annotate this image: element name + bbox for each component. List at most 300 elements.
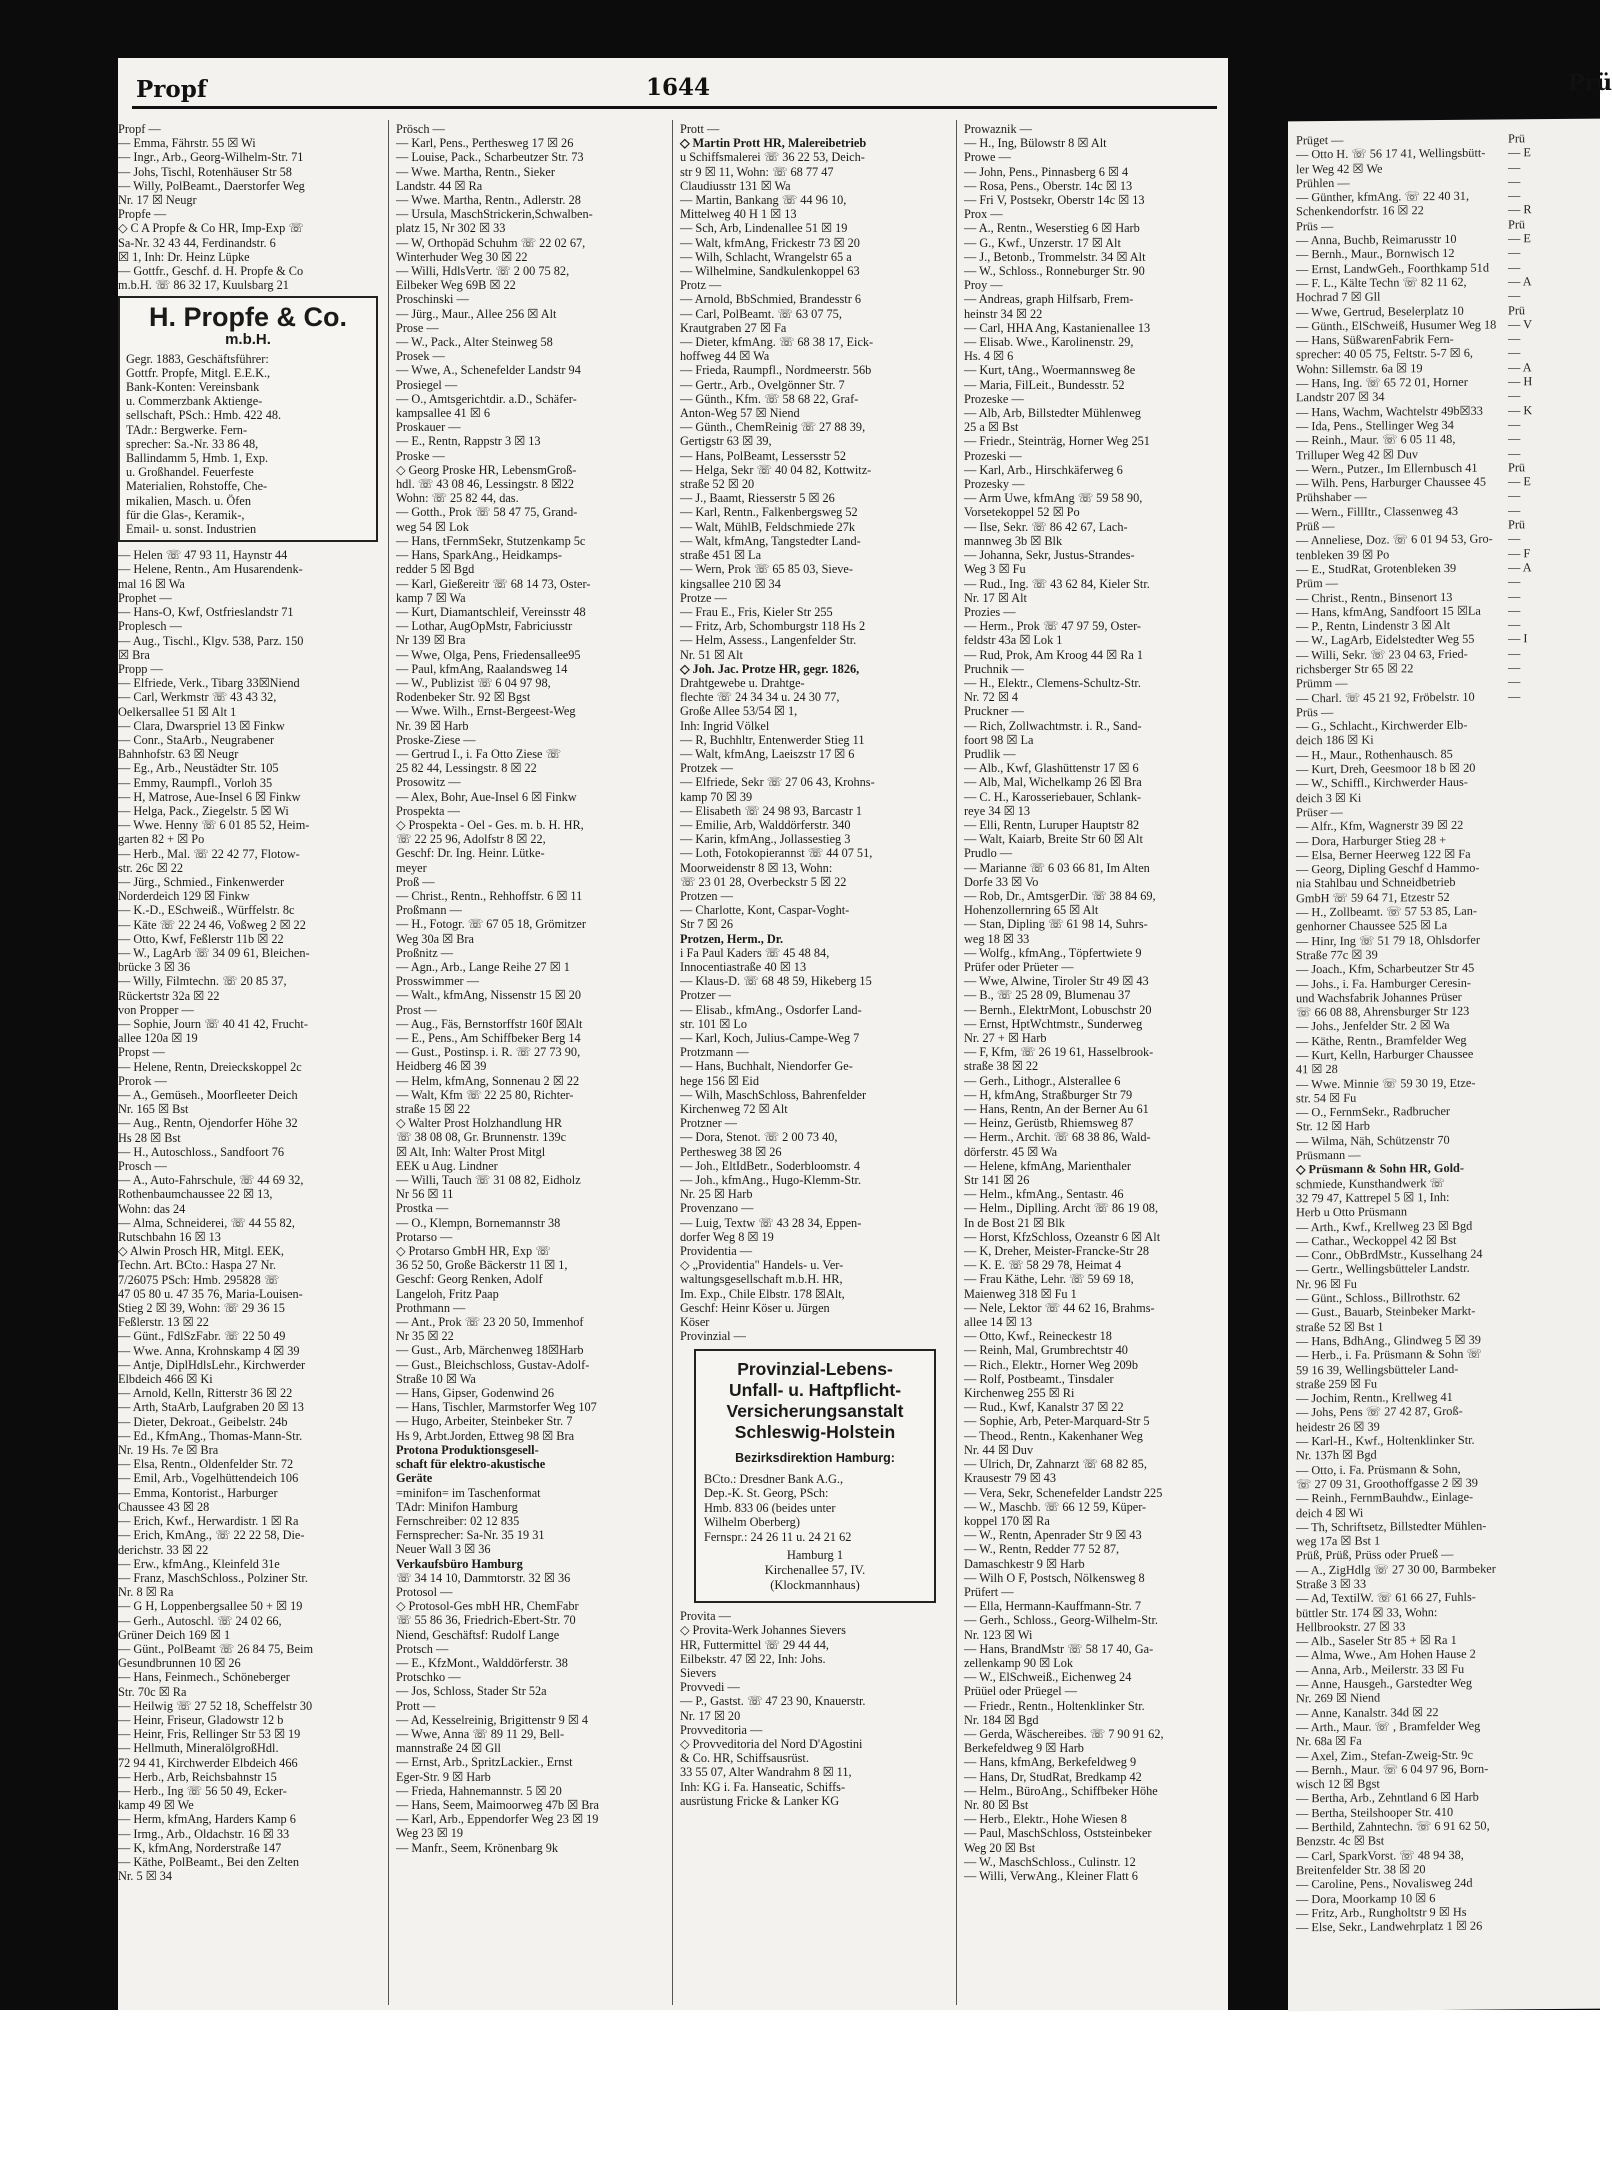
ad-line: (Klockmannhaus) (770, 1578, 860, 1593)
directory-entry: Protze — (680, 590, 727, 605)
directory-entry: i Fa Paul Kaders ☏ 45 48 84, (680, 945, 830, 960)
directory-entry: — Hans, Rentn, An der Berner Au 61 (964, 1102, 1149, 1117)
directory-entry: — Sophie, Journ ☏ 40 41 42, Frucht- (118, 1016, 308, 1031)
directory-entry: — Willy, Filmtechn. ☏ 20 85 37, (118, 974, 287, 989)
directory-entry: — Alb., Saseler Str 85 + ☒ Ra 1 (1296, 1633, 1457, 1649)
directory-entry: — Dieter, Dekroat., Geibelstr. 24b (118, 1414, 288, 1429)
directory-entry: — Helm., kfmAng., Sentastr. 46 (964, 1187, 1124, 1202)
directory-entry: — Johs., i. Fa. Hamburger Ceresin- (1296, 975, 1471, 991)
directory-entry: ◇ Provveditoria del Nord D'Agostini (680, 1737, 863, 1751)
directory-entry: — Sch, Arb, Lindenallee 51 ☒ 19 (680, 221, 848, 236)
directory-entry: ◇ Martin Prott HR, Malereibetrieb (680, 136, 867, 151)
directory-entry: — Sophie, Arb, Peter-Marquard-Str 5 (964, 1414, 1150, 1429)
directory-entry: — Hans, Buchhalt, Niendorfer Ge- (680, 1059, 853, 1074)
directory-entry: — Else, Sekr., Landwehrplatz 1 ☒ 26 (1296, 1918, 1483, 1935)
directory-entry: Protzer — (680, 988, 731, 1003)
directory-entry: — Kurt, Diamantschleif, Vereinsstr 48 (396, 604, 586, 619)
directory-entry: Inh: KG i. Fa. Hanseatic, Schiffs- (680, 1779, 846, 1794)
directory-entry: Prüß, Prüß, Prüss oder Prueß — (1296, 1547, 1454, 1563)
directory-entry: Str 141 ☒ 26 (964, 1173, 1030, 1188)
directory-entry: straße 52 ☒ Bst 1 (1296, 1319, 1384, 1334)
directory-entry: Eilbeker Weg 69B ☒ 22 (396, 278, 516, 293)
directory-entry: — Erich, KmAng., ☏ 22 22 58, Die- (118, 1528, 305, 1543)
directory-entry: — Ernst, LandwGeh., Foorthkamp 51d (1296, 260, 1489, 276)
directory-entry: Protzner — (680, 1116, 738, 1131)
directory-entry: meyer (396, 860, 427, 875)
directory-entry: — W., Publizist ☏ 6 04 97 98, (396, 675, 551, 690)
directory-entry: — Herb., Arb, Reichsbahnstr 15 (118, 1769, 277, 1784)
directory-entry: — G., Schlacht., Kirchwerder Elb- (1296, 717, 1468, 734)
directory-entry: kingsallee 210 ☒ 34 (680, 576, 781, 591)
directory-entry: — Karl, Arb., Eppendorfer Weg 23 ☒ 19 (396, 1812, 599, 1827)
directory-entry: Prozesky — (964, 477, 1025, 492)
directory-entry: — Wern., Putzer., Im Ellernbusch 41 (1296, 460, 1478, 477)
directory-entry: Nr 139 ☒ Bra (396, 633, 466, 648)
directory-entry: — P., Rentn, Lindenstr 3 ☒ Alt (1296, 618, 1451, 634)
directory-entry: — Christ., Rentn., Binsenort 13 (1296, 589, 1453, 605)
directory-entry: Prü (1508, 460, 1526, 475)
directory-entry: — Andreas, graph Hilfsarb, Frem- (964, 292, 1134, 307)
directory-entry: — Hans, kfmAng, Sandfoort 15 ☒La (1296, 603, 1481, 620)
directory-entry: — O., FernmSekr., Radbrucher (1296, 1104, 1451, 1120)
directory-entry: — Ida, Pens., Stellinger Weg 34 (1296, 417, 1454, 434)
directory-entry: allee 14 ☒ 13 (964, 1315, 1033, 1330)
directory-entry: — Gerh., Schloss., Georg-Wilhelm-Str. (964, 1613, 1158, 1628)
directory-entry: ☏ 66 08 88, Ahrensburger Str 123 (1296, 1003, 1470, 1020)
directory-entry: — Arnold, BbSchmied, Brandesstr 6 (680, 292, 862, 307)
directory-entry: Protona Produktionsgesell- (396, 1442, 539, 1457)
directory-entry: — Dora, Stenot. ☏ 2 00 73 40, (680, 1130, 838, 1145)
directory-entry: — Helga, Sekr ☏ 40 04 82, Kottwitz- (680, 462, 872, 477)
directory-entry: — Conr., ObBrdMstr., Kusselhang 24 (1296, 1246, 1483, 1263)
directory-entry: — (1508, 188, 1521, 203)
directory-entry: — Gust., Arb, Märchenweg 18☒Harb (396, 1343, 584, 1358)
directory-entry: — Arth., Maur. ☏ , Bramfelder Weg (1296, 1718, 1481, 1735)
directory-entry: Wohn: ☏ 25 82 44, das. (396, 491, 519, 506)
directory-entry: deich 4 ☒ Wi (1296, 1505, 1364, 1520)
directory-entry: — Günt., PolBeamt ☏ 26 84 75, Beim (118, 1641, 314, 1656)
directory-entry: sprecher: 40 05 75, Feltstr. 5-7 ☒ 6, (1296, 346, 1474, 362)
directory-entry: — Bertha, Steilshooper Str. 410 (1296, 1804, 1454, 1821)
directory-entry: Perthesweg 38 ☒ 26 (680, 1144, 782, 1159)
directory-entry: — Fri V, Postsekr, Oberstr 14c ☒ 13 (964, 193, 1145, 208)
directory-entry: — Irmg., Arb., Oldachstr. 16 ☒ 33 (118, 1826, 290, 1841)
directory-entry: — Johanna, Sekr, Justus-Strandes- (964, 548, 1135, 563)
directory-entry: — Aug., Fäs, Bernstorffstr 160f ☒Alt (396, 1016, 583, 1031)
directory-entry: — Otto, Kwf, Feßlerstr 11b ☒ 22 (118, 931, 284, 946)
ad-line: u. Commerzbank Aktienge- (126, 394, 263, 409)
directory-entry: Nr. 137h ☒ Bgd (1296, 1447, 1377, 1463)
directory-entry: — Aug., Tischl., Klgv. 538, Parz. 150 (118, 633, 304, 648)
directory-entry: — Joh., kfmAng., Hugo-Klemm-Str. (680, 1173, 862, 1188)
directory-entry: hoffweg 44 ☒ Wa (680, 349, 770, 364)
directory-entry: — Willi, HdlsVertr. ☏ 2 00 75 82, (396, 264, 570, 279)
directory-entry: — Arth., Kwf., Krellweg 23 ☒ Bgd (1296, 1218, 1473, 1234)
directory-entry: — Maria, FilLeit., Bundesstr. 52 (964, 377, 1125, 392)
directory-entry: Inh: Ingrid Völkel (680, 718, 770, 733)
directory-entry: — Bernh., ElektrMont, Lobuschstr 20 (964, 1002, 1152, 1017)
directory-entry: Rothenbaumchaussee 22 ☒ 13, (118, 1187, 273, 1202)
directory-entry: — Reinh, Mal, Grumbrechtstr 40 (964, 1343, 1128, 1358)
directory-entry: — W., Schiffl., Kirchwerder Haus- (1296, 775, 1468, 791)
directory-entry: — Carl, SparkVorst. ☏ 48 94 38, (1296, 1847, 1464, 1863)
directory-entry: — Rob, Dr., AmtsgerDir. ☏ 38 84 69, (964, 888, 1156, 903)
directory-entry: — Conr., StaArb., Neugrabener (118, 732, 275, 747)
directory-entry: — Wwe. Wilh., Ernst-Bergeest-Weg (396, 704, 576, 719)
directory-entry: str. 54 ☒ Fu (1296, 1090, 1357, 1106)
directory-entry: — R, Buchhltr, Entenwerder Stieg 11 (680, 732, 865, 747)
directory-entry: — E., StudRat, Grotenbleken 39 (1296, 560, 1457, 577)
directory-entry: Nr. 17 ☒ 20 (680, 1708, 741, 1723)
directory-entry: — Manfr., Seem, Krönenbarg 9k (396, 1840, 558, 1855)
directory-entry: ◇ Walter Prost Holzhandlung HR (396, 1116, 563, 1131)
directory-entry: Prüs — (1296, 704, 1334, 720)
directory-entry: — Johs, Tischl, Rotenhäuser Str 58 (118, 164, 292, 179)
directory-entry: Nr. 72 ☒ 4 (964, 690, 1019, 705)
directory-entry: kamp 7 ☒ Wa (396, 590, 466, 605)
directory-entry: — Wwe. Anna, Krohnskamp 4 ☒ 39 (118, 1343, 300, 1358)
directory-entry: Langeloh, Fritz Paap (396, 1286, 499, 1301)
directory-entry: — Emma, Fährstr. 55 ☒ Wi (118, 136, 256, 151)
directory-entry: Fernsprecher: Sa-Nr. 35 19 31 (396, 1528, 545, 1543)
directory-entry: — Wilh. Pens, Harburger Chaussee 45 (1296, 474, 1486, 491)
directory-entry: Provvedi — (680, 1680, 740, 1695)
directory-entry: Nr. 51 ☒ Alt (680, 647, 743, 662)
directory-entry: Große Allee 53/54 ☒ 1, (680, 704, 798, 719)
directory-entry: — Hans, Ing. ☏ 65 72 01, Horner (1296, 374, 1468, 391)
directory-entry: — Clara, Dwarspriel 13 ☒ Finkw (118, 718, 285, 733)
ad-office: Bezirksdirektion Hamburg: (735, 1451, 895, 1466)
directory-entry: — H., Maur., Rothenhausch. 85 (1296, 746, 1453, 763)
advertisement-provinzial (694, 1349, 936, 1603)
directory-entry: Prösch — (396, 122, 445, 136)
directory-entry: — Wilma, Näh, Schützenstr 70 (1296, 1132, 1450, 1149)
directory-entry: — Martin, Bankang ☏ 44 96 10, (680, 193, 847, 208)
directory-entry: Nr. 165 ☒ Bst (118, 1102, 189, 1117)
directory-entry: genhorner Chaussee 525 ☒ La (1296, 918, 1448, 934)
directory-entry: Neuer Wall 3 ☒ 36 (396, 1542, 491, 1557)
directory-entry: — Günt., Schloss., Billrothstr. 62 (1296, 1289, 1461, 1306)
directory-entry: — Günther, kfmAng. ☏ 22 40 31, (1296, 188, 1470, 205)
directory-entry: — Ad, Kesselreinig, Brigittenstr 9 ☒ 4 (396, 1712, 589, 1727)
directory-entry: Prümm — (1296, 676, 1348, 691)
directory-entry: — Hans, Feinmech., Schöneberger (118, 1670, 290, 1685)
directory-entry: Proske — (396, 448, 445, 463)
directory-entry: — Elsa, Berner Heerweg 122 ☒ Fa (1296, 846, 1471, 863)
directory-entry: — Loth, Fotokopierannst ☏ 44 07 51, (680, 846, 873, 861)
directory-entry: — Carl, Werkmstr ☏ 43 43 32, (118, 690, 277, 705)
directory-entry: — Dora, Moorkamp 10 ☒ 6 (1296, 1890, 1436, 1906)
directory-entry: — Antje, DiplHdlsLehr., Kirchwerder (118, 1357, 306, 1372)
directory-entry: — Th, Schriftsetz, Billstedter Mühlen- (1296, 1518, 1487, 1535)
directory-entry: — Kurt, Kelln, Harburger Chaussee (1296, 1046, 1474, 1063)
directory-entry: — Hans-O, Kwf, Ostfrieslandstr 71 (118, 605, 294, 620)
directory-entry: — Herm., Archit. ☏ 68 38 86, Wald- (964, 1130, 1151, 1145)
directory-entry: — Wilh, MaschSchloss, Bahrenfelder (680, 1087, 867, 1102)
directory-entry: — (1508, 646, 1521, 661)
ad-line: u. Großhandel. Feuerfeste (126, 465, 254, 480)
ad-line: Email- u. sonst. Industrien (126, 522, 257, 537)
directory-entry: ◇ Joh. Jac. Protze HR, gegr. 1826, (680, 661, 860, 676)
ad-line: Dep.-K. St. Georg, PSch: (704, 1486, 829, 1501)
directory-entry: — Agn., Arb., Lange Reihe 27 ☒ 1 (396, 959, 570, 974)
ad-line: sprecher: Sa.-Nr. 33 86 48, (126, 436, 259, 451)
directory-entry: flechte ☏ 24 34 34 u. 24 30 77, (680, 690, 840, 705)
directory-entry: — Georg, Dipling Geschf d Hammo- (1296, 860, 1480, 877)
directory-entry: Prosswimmer — (396, 974, 480, 989)
ad-line: Kirchenallee 57, IV. (764, 1563, 866, 1578)
directory-entry: Elbdeich 466 ☒ Ki (118, 1372, 213, 1387)
directory-entry: — W., LagArb, Eidelstedter Weg 55 (1296, 632, 1475, 648)
directory-entry: HR, Futtermittel ☏ 29 44 44, (680, 1637, 829, 1652)
directory-entry: — A., Rentn., Weserstieg 6 ☒ Harb (964, 221, 1140, 236)
directory-entry: Prüm — (1296, 576, 1339, 591)
directory-entry: — Dieter, kfmAng. ☏ 68 38 17, Eick- (680, 335, 874, 350)
directory-entry: — Joh., EltIdBetr., Soderbloomstr. 4 (680, 1158, 861, 1173)
directory-entry: mannweg 3b ☒ Blk (964, 533, 1063, 548)
entry-list (680, 1609, 950, 1808)
directory-entry: — Friedr., Rentn., Holtenklinker Str. (964, 1698, 1145, 1713)
directory-entry: — K, kfmAng, Norderstraße 147 (118, 1840, 282, 1855)
directory-entry: ◇ Protarso GmbH HR, Exp ☏ (396, 1244, 551, 1259)
directory-entry: Prospekta — (396, 803, 460, 818)
directory-entry: — Emma, Kontorist., Harburger (118, 1485, 278, 1500)
directory-entry: str 9 ☒ 11, Wohn: ☏ 68 77 47 (680, 164, 834, 179)
directory-entry: EEK u Aug. Lindner (396, 1158, 498, 1173)
directory-entry: ☏ 23 01 28, Overbeckstr 5 ☒ 22 (680, 874, 847, 889)
directory-entry: — W., Rentn, Redder 77 52 87, (964, 1542, 1120, 1557)
directory-entry: — Vera, Sekr, Schenefelder Landstr 225 (964, 1485, 1163, 1500)
column-4 (964, 122, 1226, 1883)
directory-entry: Prox — (964, 207, 1003, 222)
directory-entry: — G H, Loppenbergsallee 50 + ☒ 19 (118, 1599, 303, 1614)
directory-entry: richsberger Str 65 ☒ 22 (1296, 661, 1414, 677)
directory-entry: — Günth., ChemReinig ☏ 27 88 39, (680, 420, 866, 435)
ad-line: BCto.: Dresdner Bank A.G., (704, 1471, 844, 1486)
directory-entry: Weg 20 ☒ Bst (964, 1840, 1036, 1855)
directory-entry: Sievers (680, 1665, 717, 1680)
directory-entry: dörferstr. 45 ☒ Wa (964, 1144, 1058, 1159)
directory-entry: straße 259 ☒ Fu (1296, 1376, 1378, 1392)
directory-entry: ◇ Prospekta - Oel - Ges. m. b. H. HR, (396, 817, 584, 832)
directory-entry: — (1508, 674, 1521, 689)
directory-entry: 72 94 41, Kirchwerder Elbdeich 466 (118, 1755, 298, 1770)
directory-entry: Protzmann — (680, 1045, 749, 1060)
directory-entry: — (1508, 603, 1521, 618)
directory-entry: — (1508, 688, 1521, 704)
directory-entry: von Propper — (118, 1002, 194, 1017)
directory-entry: Moorweidenstr 8 ☒ 13, Wohn: (680, 860, 833, 875)
directory-entry: — Anne, Hausgeh., Garstedter Weg (1296, 1675, 1473, 1692)
directory-entry: — G., Kwf., Unzerstr. 17 ☒ Alt (964, 235, 1121, 250)
directory-entry: — Ant., Prok ☏ 23 20 50, Immenhof (396, 1315, 584, 1330)
directory-entry: Protzen, Herm., Dr. (680, 931, 784, 946)
directory-entry: — Wwe. Martha, Rentn., Sieker (396, 164, 555, 179)
directory-entry: — Jochim, Rentn., Krellweg 41 (1296, 1390, 1453, 1406)
ad-line: sellschaft, PSch.: Hmb. 422 48. (126, 408, 282, 423)
directory-entry: Nr. 17 ☒ Alt (964, 590, 1027, 605)
directory-entry: — A., ZigHdlg ☏ 27 30 00, Barmbeker (1296, 1561, 1496, 1577)
directory-entry: — E., Pens., Am Schiffbeker Berg 14 (396, 1031, 581, 1045)
directory-entry: — Wern., FillItr., Classenweg 43 (1296, 503, 1459, 520)
directory-entry: — (1508, 288, 1521, 303)
directory-entry: weg 17a ☒ Bst 1 (1296, 1533, 1381, 1549)
directory-entry: Kirchenweg 72 ☒ Alt (680, 1102, 788, 1117)
directory-entry: — Frau E., Fris, Kieler Str 255 (680, 604, 833, 619)
directory-entry: heinstr 34 ☒ 22 (964, 306, 1043, 321)
directory-entry: Proy — (964, 278, 1003, 293)
directory-entry: Proplesch — (118, 619, 182, 634)
ad-line: Gottfr. Propfe, Mitgl. E.E.K., (126, 365, 271, 380)
directory-entry: Geräte (396, 1471, 433, 1486)
directory-entry: — (1508, 445, 1521, 460)
directory-entry: — (1508, 660, 1521, 675)
directory-entry: Bahnhofstr. 63 ☒ Neugr (118, 747, 239, 762)
page-number: 1644 (646, 74, 711, 101)
directory-entry: straße 451 ☒ La (680, 548, 762, 563)
directory-entry: — E., Rentn, Rappstr 3 ☒ 13 (396, 434, 541, 449)
directory-entry: Prudlik — (964, 746, 1016, 761)
directory-entry: — O., Amtsgerichtdir. a.D., Schäfer- (396, 391, 577, 406)
directory-entry: — (1508, 331, 1521, 346)
directory-entry: Propp — (118, 661, 163, 676)
directory-entry: — Wwe, A., Schenefelder Landstr 94 (396, 363, 581, 378)
directory-entry: — E (1508, 231, 1531, 246)
directory-entry: — (1508, 417, 1521, 432)
directory-entry: — Wwe. Minnie ☏ 59 30 19, Etze- (1296, 1075, 1476, 1091)
directory-entry: — Frieda, Raumpfl., Nordmeerstr. 56b (680, 363, 872, 378)
directory-entry: — Käte ☏ 22 24 46, Voßweg 2 ☒ 22 (118, 917, 306, 932)
directory-entry: Im. Exp., Chile Elbstr. 178 ☒Alt, (680, 1286, 845, 1301)
directory-entry: — Hans, BdhAng., Glindweg 5 ☒ 39 (1296, 1332, 1481, 1349)
directory-entry: — Gust., Postinsp. i. R. ☏ 27 73 90, (396, 1045, 581, 1060)
directory-entry: Benzstr. 4c ☒ Bst (1296, 1833, 1385, 1849)
directory-entry: Prozies — (964, 604, 1016, 619)
directory-entry: — Wwe, Anna ☏ 89 11 29, Bell- (396, 1726, 565, 1741)
directory-entry: — Frau Käthe, Lehr. ☏ 59 69 18, (964, 1272, 1134, 1287)
directory-entry: — V (1508, 317, 1533, 332)
directory-entry: — Fritz, Arb., Rungholtstr 9 ☒ Hs (1296, 1904, 1467, 1921)
ad-line: Unfall- u. Haftpflicht- (728, 1380, 902, 1401)
directory-entry: — Willi, Sekr. ☏ 23 04 63, Fried- (1296, 646, 1468, 662)
ad-line: Ballindamm 5, Hmb. 1, Exp. (126, 451, 269, 466)
directory-entry: Propfe — (118, 207, 167, 222)
directory-entry: 32 79 47, Kattrepel 5 ☒ 1, Inh: (1296, 1189, 1450, 1206)
right-page-head: Prü (1568, 70, 1612, 96)
directory-entry: — K.-D., ESchweiß., Würffelstr. 8c (118, 903, 295, 918)
directory-entry: Innocentiastraße 40 ☒ 13 (680, 959, 807, 974)
ad-line: Bank-Konten: Vereinsbank (126, 380, 260, 395)
directory-entry: — A (1508, 274, 1532, 289)
directory-entry: Berkefeldweg 9 ☒ Harb (964, 1741, 1084, 1756)
directory-entry: Prüß — (1296, 518, 1335, 534)
directory-entry: 33 55 07, Alter Wandrahm 8 ☒ 11, (680, 1765, 852, 1780)
directory-entry: — Rolf, Postbeamt., Tinsdaler (964, 1371, 1114, 1386)
directory-entry: Vorsetekoppel 52 ☒ Po (964, 505, 1080, 520)
directory-entry: weg 54 ☒ Lok (396, 519, 469, 534)
directory-entry: — K. E. ☏ 58 29 78, Heimat 4 (964, 1258, 1122, 1273)
directory-entry: — Hans, tFernmSekr, Stutzenkamp 5c (396, 533, 586, 548)
directory-entry: — Alb, Mal, Wichelkamp 26 ☒ Bra (964, 775, 1142, 790)
directory-entry: Drahtgewebe u. Drahtge- (680, 675, 805, 690)
directory-entry: — W., ElSchweiß., Eichenweg 24 (964, 1670, 1132, 1685)
ad-line: TAdr.: Bergwerke. Fern- (126, 422, 248, 437)
directory-entry: str. 101 ☒ Lo (680, 1016, 748, 1031)
directory-entry: — Walt, MühlB, Feldschmiede 27k (680, 519, 856, 534)
directory-entry: — Rud., Kwf, Kanalstr 37 ☒ 22 (964, 1400, 1124, 1415)
directory-entry: ◇ „Providentia" Handels- u. Ver- (680, 1258, 844, 1273)
directory-entry: Nr. 184 ☒ Bgd (964, 1712, 1039, 1727)
directory-entry: — (1508, 503, 1521, 518)
directory-entry: =minifon= im Taschenformat (396, 1485, 541, 1500)
directory-entry: ☒ Alt, Inh: Walter Prost Mitgl (396, 1144, 546, 1159)
directory-entry: Weg 23 ☒ 19 (396, 1826, 464, 1841)
directory-entry: — E (1508, 474, 1531, 489)
directory-entry: u Schiffsmalerei ☏ 36 22 53, Deich- (680, 150, 865, 165)
directory-entry: — Ella, Hermann-Kauffmann-Str. 7 (964, 1599, 1142, 1614)
directory-entry: — Johs, Pens ☏ 27 42 87, Groß- (1296, 1404, 1463, 1420)
directory-entry: — Hans, kfmAng, Berkefeldweg 9 (964, 1755, 1137, 1770)
directory-entry: — Jürg., Schmied., Finkenwerder (118, 874, 285, 889)
directory-entry: — Arm Uwe, kfmAng ☏ 59 58 90, (964, 491, 1143, 506)
directory-entry: tenbleken 39 ☒ Po (1296, 547, 1390, 562)
directory-entry: — Alma, Wwe., Am Hohen Hause 2 (1296, 1647, 1476, 1663)
ad-line: Gegr. 1883, Geschäftsführer: (126, 351, 269, 366)
directory-entry: Köser (680, 1315, 710, 1330)
directory-entry: Krausestr 79 ☒ 43 (964, 1471, 1056, 1486)
directory-entry: — Reinh., Maur. ☏ 6 05 11 48, (1296, 432, 1456, 448)
directory-entry: Protsch — (396, 1641, 449, 1656)
directory-entry: Gertigstr 63 ☒ 39, (680, 434, 772, 449)
directory-entry: Prüfert — (964, 1584, 1014, 1599)
directory-entry: — Herb., Mal. ☏ 22 42 77, Flotow- (118, 846, 300, 861)
directory-entry: Propst — (118, 1045, 165, 1060)
directory-entry: Proß — (396, 874, 435, 889)
directory-entry: Pruckner — (964, 704, 1024, 719)
directory-entry: — A., Gemüseh., Moorfleeter Deich (118, 1088, 298, 1102)
directory-entry: — Ulrich, Dr, Zahnarzt ☏ 68 82 85, (964, 1457, 1147, 1472)
directory-entry: — Reinh., FernmBauhdw., Einlage- (1296, 1489, 1474, 1506)
directory-entry: Providentia — (680, 1244, 753, 1259)
directory-entry: — Wwe. Henny ☏ 6 01 85 52, Heim- (118, 818, 310, 833)
directory-entry: — Karl, Arb., Hirschkäferweg 6 (964, 462, 1123, 477)
directory-entry: Proskauer — (396, 420, 461, 435)
directory-entry: Prü (1508, 517, 1526, 532)
directory-entry: Prudlo — (964, 846, 1013, 861)
directory-entry: — Joach., Kfm, Scharbeutzer Str 45 (1296, 960, 1475, 977)
directory-entry: — F, Kfm, ☏ 26 19 61, Hasselbrook- (964, 1045, 1154, 1060)
directory-entry: — Rud., Ing. ☏ 43 62 84, Kieler Str. (964, 576, 1150, 591)
directory-entry: Hellbrookstr. 27 ☒ 33 (1296, 1619, 1406, 1635)
directory-entry: — Wwe. Martha, Rentn., Adlerstr. 28 (396, 193, 581, 208)
directory-entry: — Walt., kfmAng, Nissenstr 15 ☒ 20 (396, 988, 582, 1003)
directory-entry: GmbH ☏ 59 64 71, Etzestr 52 (1296, 889, 1450, 906)
directory-entry: — O., Klempn, Bornemannstr 38 (396, 1215, 561, 1230)
directory-entry: — Herb., Ing ☏ 56 50 49, Ecker- (118, 1783, 287, 1798)
directory-entry: — Charl. ☏ 45 21 92, Fröbelstr. 10 (1296, 689, 1475, 705)
directory-entry: Proske-Ziese — (396, 732, 476, 747)
directory-entry: — Alb., Kwf, Glashüttenstr 17 ☒ 6 (964, 761, 1139, 776)
directory-entry: Prowe — (964, 150, 1011, 165)
entry-list (1508, 131, 1598, 704)
directory-entry: — Rich, Zollwachtmstr. i. R., Sand- (964, 718, 1142, 733)
directory-entry: — Ingr., Arb., Georg-Wilhelm-Str. 71 (118, 150, 304, 165)
directory-entry: Prü (1508, 302, 1526, 318)
directory-entry: — Gust., Bleichschloss, Gustav-Adolf- (396, 1357, 590, 1372)
directory-entry: — (1508, 488, 1521, 503)
directory-entry: — Kurt, Dreh, Geesmoor 18 b ☒ 20 (1296, 760, 1476, 777)
directory-entry: — Heinr, Friseur, Gladowstr 12 b (118, 1712, 284, 1727)
